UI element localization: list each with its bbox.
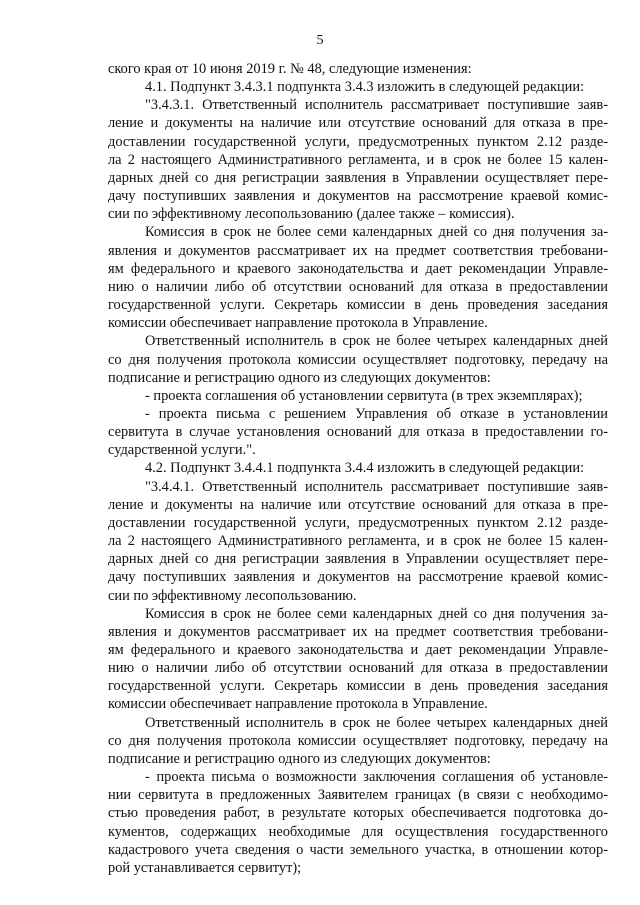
text-line: дачу поступивших заявления и документов на рассмотрение краевой комис- (108, 188, 608, 205)
text-line: дарных дней со дня регистрации заявления в Управлении осуществляет пере- (108, 169, 608, 186)
text-line: Комиссия в срок не более семи календарных дней со дня получения за- (145, 224, 608, 241)
text-line: 4.2. Подпункт 3.4.4.1 подпункта 3.4.4 изложить в следующей редакции: (145, 460, 585, 477)
text-line: государственной услуги. Секретарь комиссии в день проведения заседания (108, 678, 608, 695)
text-line: дарных дней со дня регистрации заявления в Управлении осуществляет пере- (108, 551, 608, 568)
text-line: сервитута в случае установления оснований для отказа в предоставлении го- (108, 424, 608, 441)
text-line: явления и документов рассматривает их на предмет соответствия требовани- (108, 242, 608, 259)
text-line: 4.1. Подпункт 3.4.3.1 подпункта 3.4.3 изложить в следующей редакции: (145, 79, 585, 96)
document-body (108, 60, 608, 877)
text-line: ям федерального и краевого законодательства и дает рекомендации Управле- (108, 642, 608, 658)
text-line: ям федерального и краевого законодательства и дает рекомендации Управле- (108, 260, 608, 277)
text-line: рой устанавливается сервитут); (108, 859, 302, 876)
text-line: ла 2 настоящего Административного регламента, и в срок не более 15 кален- (108, 151, 608, 168)
text-line: - проекта соглашения об установлении сервитута (в трех экземплярах); (145, 387, 583, 404)
page-number: 5 (316, 33, 324, 48)
text-line: со дня получения протокола комиссии осуществляет подготовку, передачу на (108, 351, 608, 368)
text-line: дачу поступивших заявления и документов на рассмотрение краевой комис- (108, 569, 608, 586)
text-line: стью проведения работ, в результате которых обеспечивается подготовка до- (108, 805, 608, 822)
text-line: доставлении государственной услуги, предусмотренных пунктом 2.12 разде- (108, 514, 608, 531)
text-line: Комиссия в срок не более семи календарных дней со дня получения за- (145, 605, 608, 622)
text-line: ление и документы на наличие или отсутствие оснований для отказа в пре- (108, 115, 608, 132)
text-line: подписание и регистрацию одного из следующих документов: (108, 750, 491, 767)
text-line: сударственной услуги.". (108, 442, 256, 459)
text-line: ского края от 10 июня 2019 г. № 48, следующие изменения: (108, 61, 472, 77)
text-line: сии по эффективному лесопользованию. (108, 587, 357, 604)
text-line: явления и документов рассматривает их на предмет соответствия требовани- (108, 623, 608, 640)
text-line: комиссии обеспечивает направление протокола в Управление. (108, 315, 488, 332)
text-line: нию о наличии либо об отсутствии оснований для отказа в предоставлении (108, 660, 608, 677)
text-line: - проекта письма с решением Управления об отказе в установлении (145, 405, 608, 422)
text-line: комиссии обеспечивает направление протокола в Управление. (108, 696, 488, 713)
text-line: Ответственный исполнитель в срок не более четырех календарных дней (145, 333, 608, 350)
text-line: со дня получения протокола комиссии осуществляет подготовку, передачу на (108, 732, 608, 749)
text-line: кадастрового учета сведения о части земельного участка, в отношении котор- (108, 841, 608, 858)
text-line: нии сервитута в предложенных Заявителем границах (в связи с необходимо- (108, 787, 608, 804)
text-line: доставлении государственной услуги, предусмотренных пунктом 2.12 разде- (108, 133, 608, 150)
text-line: нию о наличии либо об отсутствии оснований для отказа в предоставлении (108, 278, 608, 295)
text-line: "3.4.3.1. Ответственный исполнитель рассматривает поступившие заяв- (145, 97, 608, 114)
text-line: кументов, содержащих необходимые для осуществления государственного (108, 823, 608, 840)
text-line: - проекта письма о возможности заключения соглашения об установле- (145, 769, 608, 786)
text-line: государственной услуги. Секретарь комиссии в день проведения заседания (108, 297, 608, 314)
text-line: "3.4.4.1. Ответственный исполнитель рассматривает поступившие заяв- (145, 478, 608, 495)
text-line: сии по эффективному лесопользованию (далее также – комиссия). (108, 206, 515, 223)
text-line: ление и документы на наличие или отсутствие оснований для отказа в пре- (108, 496, 608, 513)
text-line: подписание и регистрацию одного из следующих документов: (108, 369, 491, 386)
text-line: ла 2 настоящего Административного регламента, и в срок не более 15 кален- (108, 533, 608, 550)
text-line: Ответственный исполнитель в срок не более четырех календарных дней (145, 714, 608, 731)
